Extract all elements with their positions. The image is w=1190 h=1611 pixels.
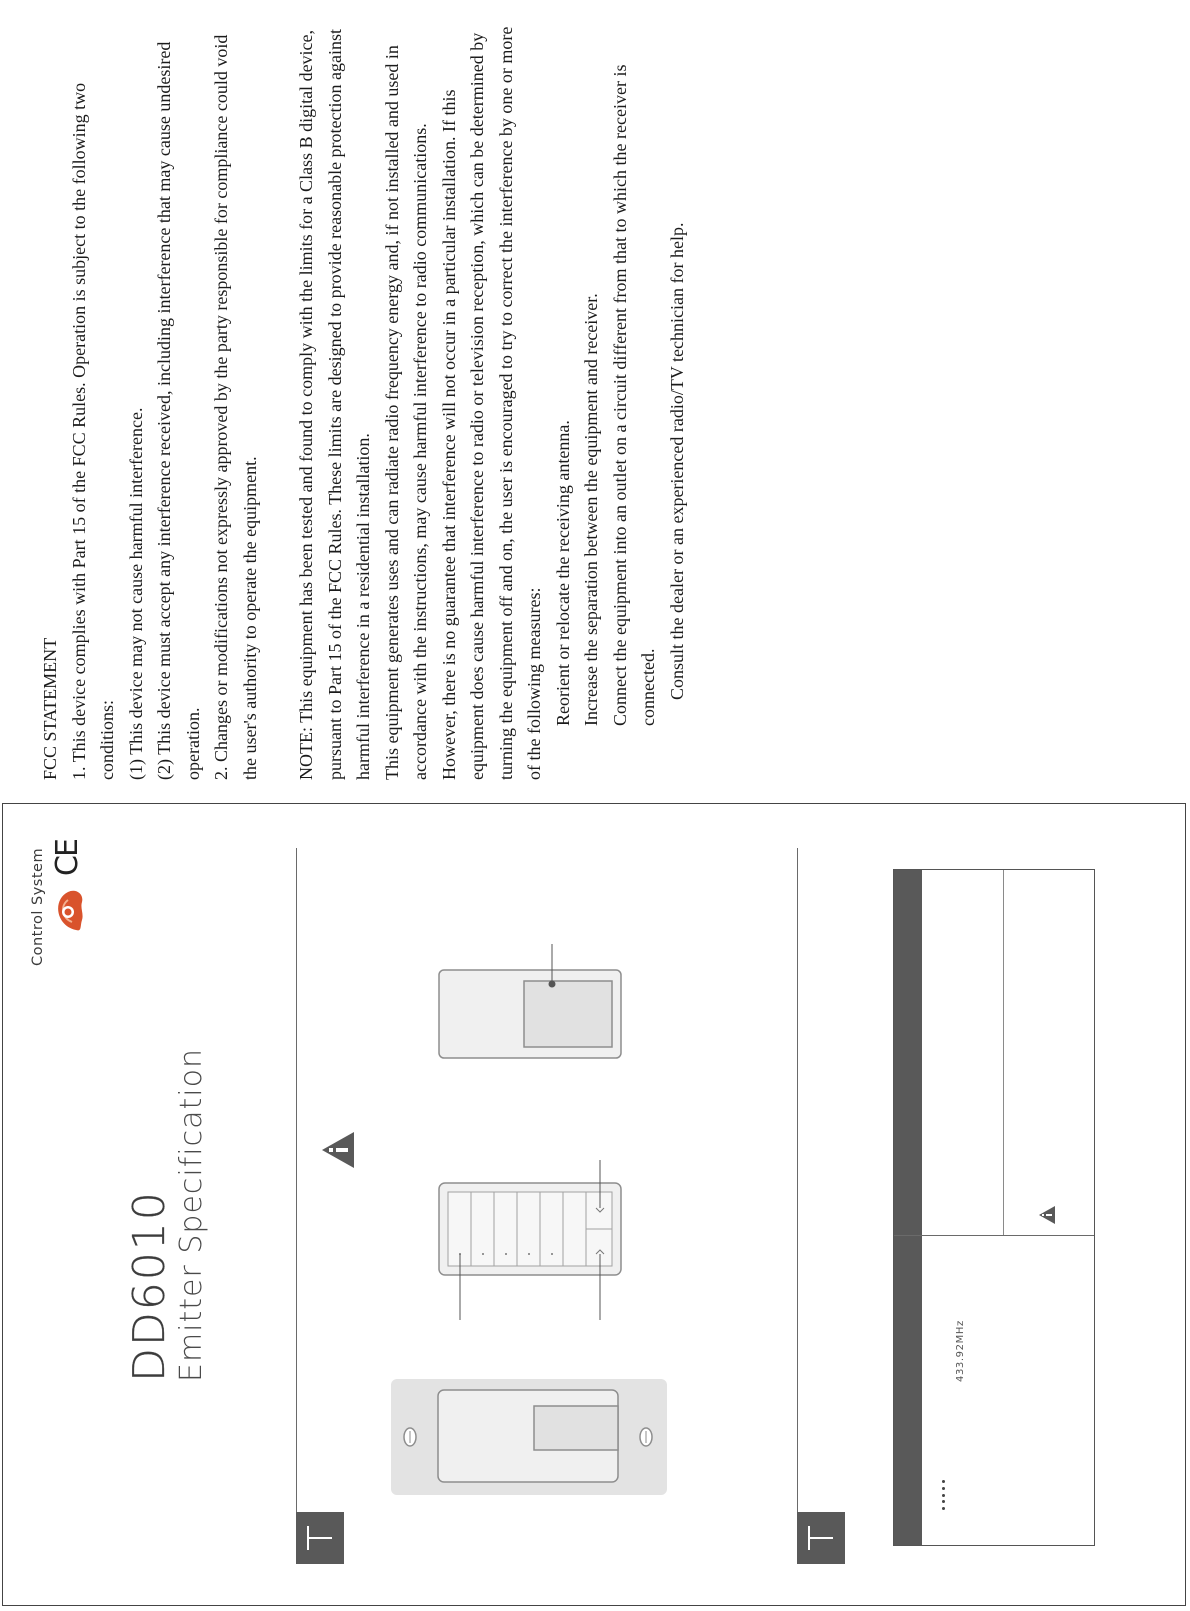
section-tab-2	[797, 1512, 845, 1564]
battery-cover-icon	[438, 944, 622, 1060]
fcc-measure-1: Reorient or relocate the receiving antenna.	[552, 420, 573, 726]
warning-icon	[320, 1130, 356, 1170]
section-divider-1	[296, 848, 297, 1512]
brand-logo-icon	[52, 888, 86, 934]
section-tab-icon	[797, 1512, 845, 1564]
fcc-measure-2: Increase the separation between the equipment and receiver.	[581, 293, 601, 726]
fcc-title: FCC STATEMENT	[40, 637, 60, 780]
spec-table-column-line	[1003, 870, 1004, 1235]
ce-mark-icon	[50, 840, 85, 876]
spec-table-divider	[894, 1235, 1094, 1236]
spec-table-header	[894, 870, 922, 1545]
fcc-statement	[36, 20, 691, 780]
section-tab-1	[296, 1512, 344, 1564]
section-tab-icon	[296, 1512, 344, 1564]
warning-icon	[1038, 1205, 1056, 1225]
fcc-condition-2: (2) This device must accept any interference received, including interference that may cause undesired operation.	[154, 41, 203, 780]
model-title: DD6010	[124, 1190, 175, 1382]
fcc-note-3: However, there is no guarantee that interference will not occur in a particular installation. If this equipment does cause harmful interference to radio or television reception, which can be determined by turning the equipment off and on, the user is encouraged to try to correct the interference by one or more of the following measures:	[438, 26, 544, 780]
section-divider-2	[797, 848, 798, 1512]
fcc-note-2: This equipment generates uses and can radiate radio frequency energy and, if not installed and used in accordance with the instructions, may cause harmful interference to radio communications.	[381, 45, 430, 780]
spec-table	[893, 869, 1095, 1546]
frequency-value: 433.92MHz	[955, 1320, 966, 1382]
ce-mark-text: CE	[50, 840, 85, 876]
fcc-paragraph-1: 1. This device complies with Part 15 of the FCC Rules. Operation is subject to the following two conditions:	[68, 82, 117, 780]
remote-icon	[438, 1160, 622, 1320]
fcc-measure-3: Connect the equipment into an outlet on a circuit different from that to which the receiver is connected.	[609, 64, 658, 726]
fcc-note-1: NOTE: This equipment has been tested and found to comply with the limits for a Class B digital device, pursuant to Part 15 of the FCC Rules. These limits are designed to provide reasonable protection against harmful interference in a residential installation.	[296, 28, 373, 780]
fcc-paragraph-2: 2. Changes or modifications not expressly approved by the party responsible for compliance could void the user's authority to operate the equipment.	[211, 34, 260, 780]
sheet-subtitle: Emitter Specification	[174, 1048, 209, 1382]
brand-name: Control System	[30, 847, 46, 966]
fcc-condition-1: (1) This device may not cause harmful interference.	[125, 407, 146, 780]
wall-switch-icon	[390, 1378, 668, 1496]
spec-list-bullets	[942, 1480, 948, 1510]
fcc-measure-4: Consult the dealer or an experienced radio/TV technician for help.	[666, 222, 687, 700]
